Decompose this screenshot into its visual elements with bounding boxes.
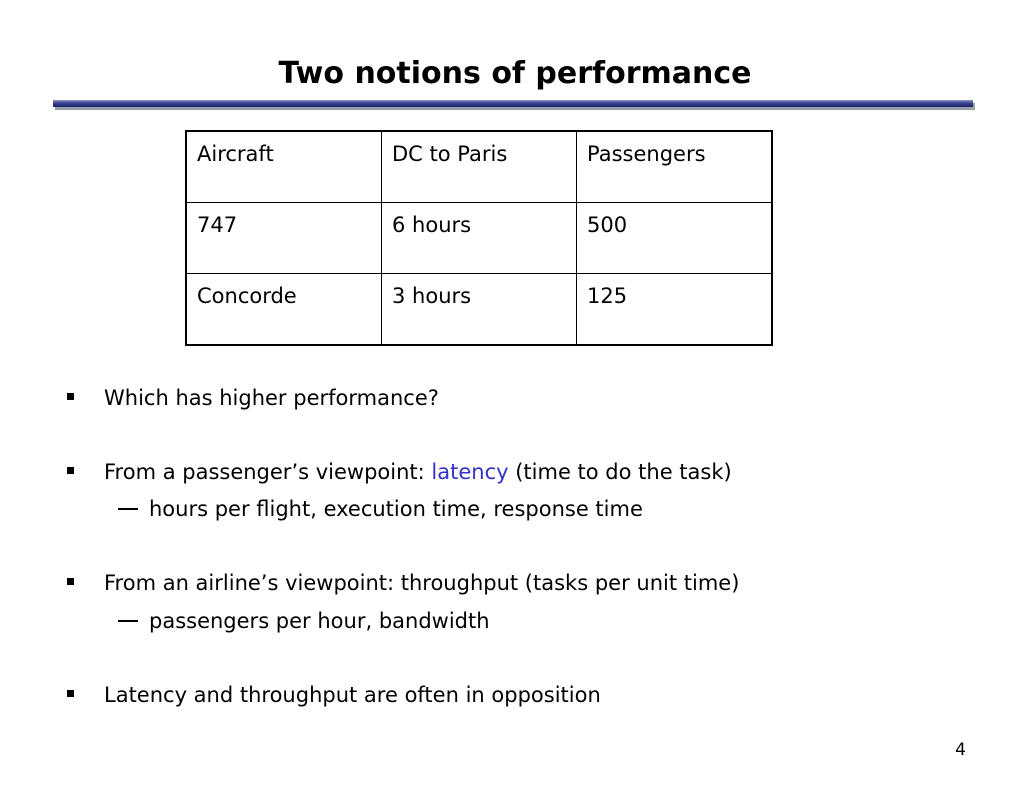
bullet-question: Which has higher performance?: [104, 386, 439, 410]
sub-bullet-latency-examples: hours per flight, execution time, response time: [149, 497, 643, 521]
header-passengers: Passengers: [577, 131, 773, 203]
latency-term: latency: [431, 460, 509, 484]
square-bullet-icon: [67, 690, 74, 697]
bullet-text: From a passenger’s viewpoint:: [104, 460, 432, 484]
table-cell: 6 hours: [382, 203, 577, 274]
page-number: 4: [955, 740, 966, 760]
square-bullet-icon: [67, 393, 74, 400]
dash-bullet-icon: [118, 620, 138, 622]
bullet-passenger-viewpoint: [104, 458, 732, 486]
square-bullet-icon: [67, 578, 74, 585]
table-cell: 125: [577, 274, 773, 346]
bullet-text: (time to do the task): [508, 460, 732, 484]
bullet-opposition: Latency and throughput are often in opposition: [104, 683, 601, 707]
table-cell: 500: [577, 203, 773, 274]
dash-bullet-icon: [118, 508, 138, 510]
square-bullet-icon: [67, 467, 74, 474]
sub-bullet-throughput-examples: passengers per hour, bandwidth: [149, 609, 490, 633]
table-cell: 747: [186, 203, 382, 274]
header-aircraft: Aircraft: [186, 131, 382, 203]
bullet-airline-viewpoint: From an airline’s viewpoint: throughput (tasks per unit time): [104, 571, 740, 595]
table-cell: 3 hours: [382, 274, 577, 346]
table-cell: Concorde: [186, 274, 382, 346]
slide-title: Two notions of performance: [278, 56, 752, 91]
header-dc-to-paris: DC to Paris: [382, 131, 577, 203]
